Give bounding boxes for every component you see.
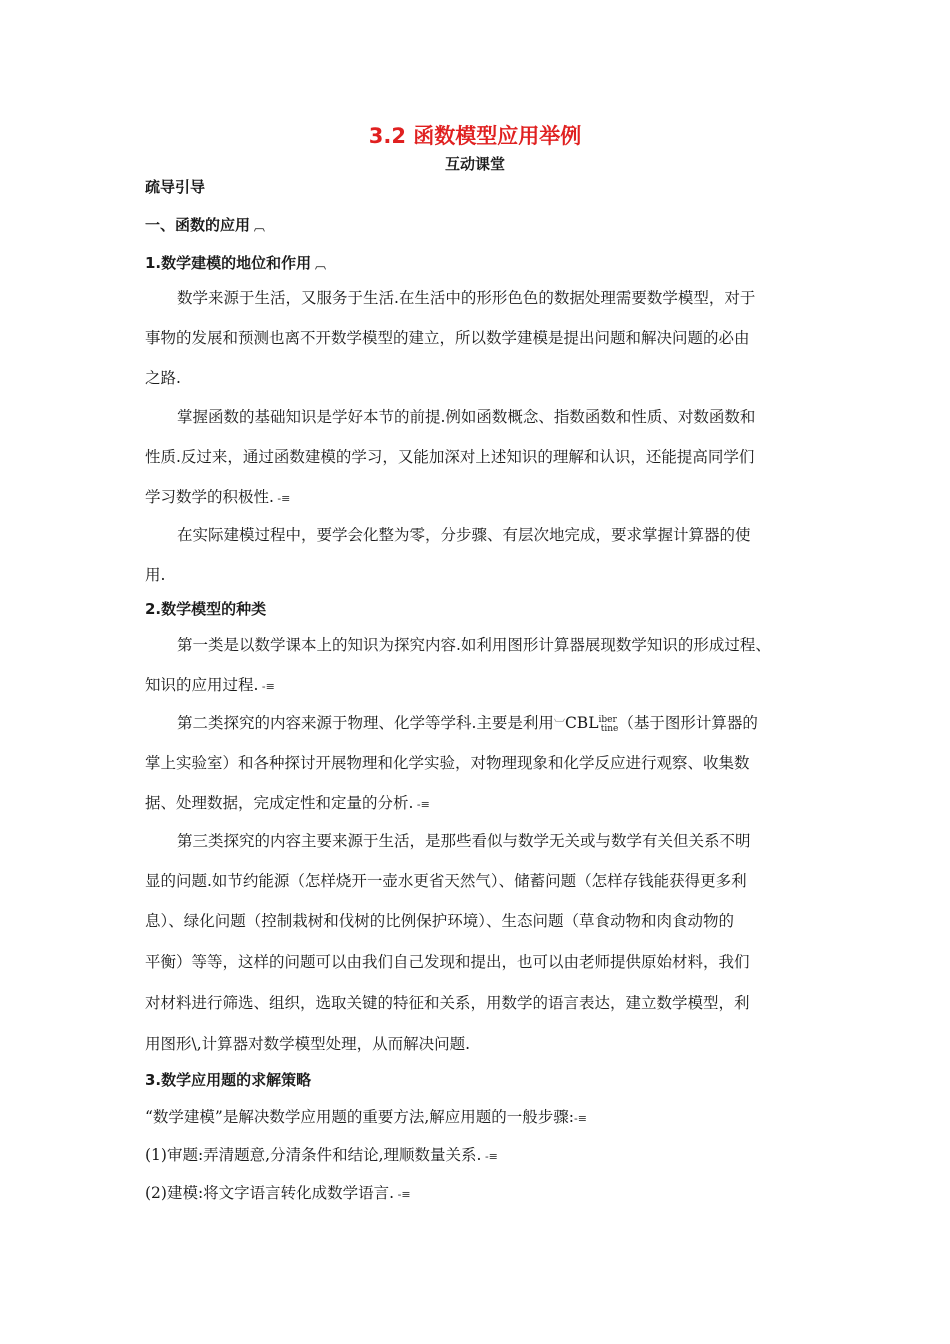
paragraph-line: 之路.: [145, 369, 181, 387]
document-subtitle: 互动课堂: [444, 155, 505, 173]
paragraph-line: 知识的应用过程. -≡: [145, 676, 275, 694]
subsection-2-heading: 2.数学模型的种类: [145, 600, 267, 618]
paragraph-line: 学习数学的积极性. -≡: [145, 488, 291, 506]
section-1-heading: 一、函数的应用 ︹: [145, 216, 265, 234]
break-mark-icon: ︹: [250, 220, 265, 233]
document-title: 3.2 函数模型应用举例: [368, 124, 582, 148]
paragraph-line: 掌握函数的基础知识是学好本节的前提.例如函数概念、指数函数和性质、对数函数和: [177, 408, 756, 426]
paragraph-mark-icon: -≡: [394, 1188, 411, 1201]
subsection-3-heading: 3.数学应用题的求解策略: [145, 1071, 312, 1089]
paragraph-mark-icon: -≡: [273, 492, 291, 505]
paragraph-mark-icon: -≡: [258, 680, 275, 693]
paragraph-line: 据、处理数据，完成定性和定量的分析. -≡: [145, 794, 430, 812]
paragraph-line: 事物的发展和预测也离不开数学模型的建立，所以数学建模是提出问题和解决问题的必由: [145, 329, 750, 347]
paragraph-line: 第三类探究的内容主要来源于生活，是那些看似与数学无关或与数学有关但关系不明: [177, 832, 751, 850]
step-line: (1)审题:弄清题意,分清条件和结论,理顺数量关系. -≡: [145, 1146, 498, 1164]
subsection-1-heading: 1.数学建模的地位和作用 ︹: [145, 254, 326, 272]
paragraph-line: 显的问题.如节约能源（怎样烧开一壶水更省天然气）、储蓄问题（怎样存钱能获得更多利: [145, 872, 747, 890]
paragraph-mark-icon: -≡: [574, 1112, 587, 1125]
step-line: (2)建模:将文字语言转化成数学语言. -≡: [145, 1184, 411, 1202]
paragraph-line: 用.: [145, 566, 166, 584]
paragraph-line: 对材料进行筛选、组织，选取关键的特征和关系，用数学的语言表达，建立数学模型，利: [145, 994, 750, 1012]
paragraph-line: 性质.反过来，通过函数建模的学习，又能加深对上述知识的理解和认识，还能提高同学们: [145, 448, 755, 466]
paragraph-line: 第二类探究的内容来源于物理、化学等学科.主要是利用$︺CBL^{iber}tine$（基于图形计算器的: [177, 714, 758, 734]
paragraph-line: “数学建模”是解决数学应用题的重要方法,解应用题的一般步骤:-≡: [145, 1108, 587, 1126]
break-mark-icon: ︺: [553, 718, 565, 731]
paragraph-mark-icon: -≡: [481, 1150, 498, 1163]
break-mark-icon: ︹: [311, 258, 326, 271]
section-guide-heading: 疏导引导: [145, 178, 206, 196]
paragraph-line: 第一类是以数学课本上的知识为探究内容.如利用图形计算器展现数学知识的形成过程、: [177, 636, 771, 654]
paragraph-line: 在实际建模过程中，要学会化整为零，分步骤、有层次地完成，要求掌握计算器的使: [177, 526, 751, 544]
paragraph-line: 数学来源于生活，又服务于生活.在生活中的形形色色的数据处理需要数学模型，对于: [177, 289, 756, 307]
paragraph-line: 用图形\,计算器对数学模型处理，从而解决问题.: [145, 1035, 471, 1053]
paragraph-line: 息）、绿化问题（控制栽树和伐树的比例保护环境）、生态问题（草食动物和肉食动物的: [145, 912, 735, 930]
paragraph-mark-icon: -≡: [413, 798, 430, 811]
paragraph-line: 平衡）等等，这样的问题可以由我们自己发现和提出，也可以由老师提供原始材料，我们: [145, 953, 750, 971]
paragraph-line: 掌上实验室）和各种探讨开展物理和化学实验，对物理现象和化学反应进行观察、收集数: [145, 754, 750, 772]
